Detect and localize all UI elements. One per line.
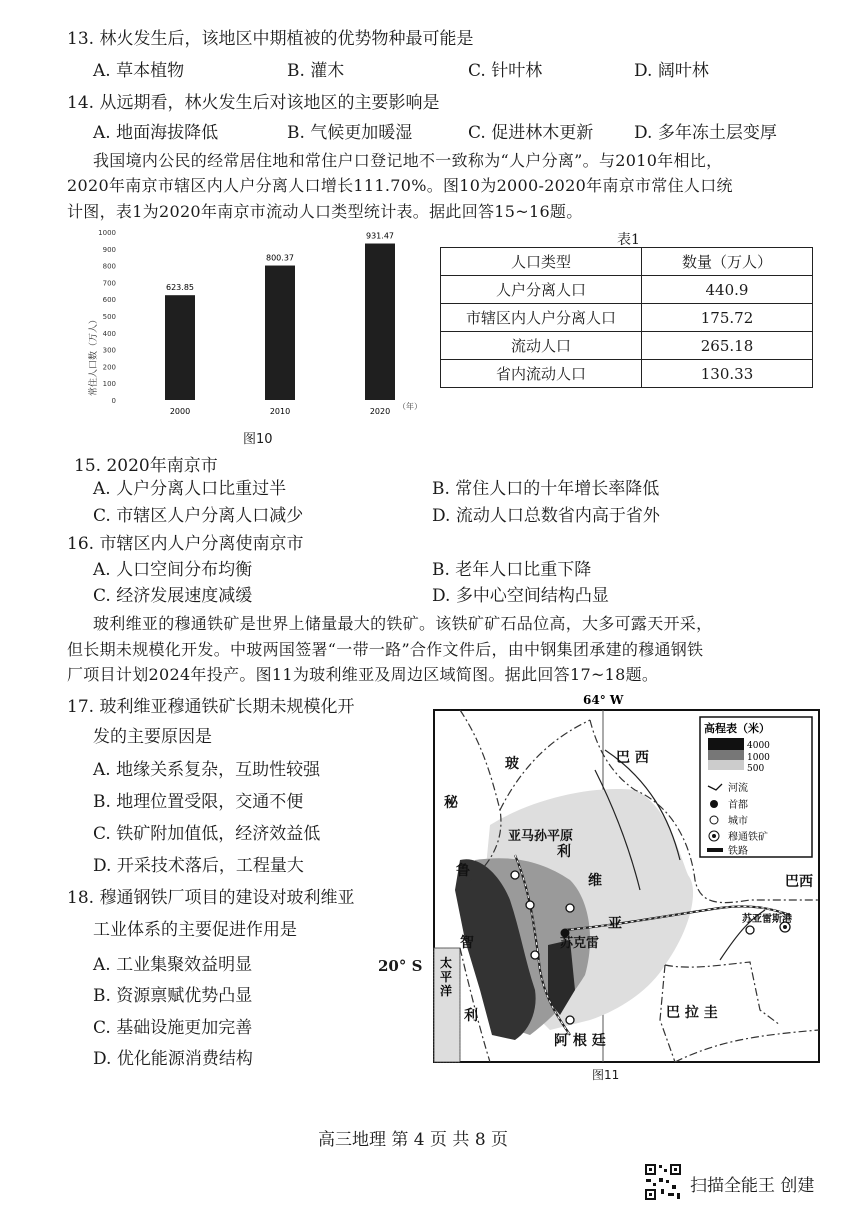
legend-elev-2: 1000 [747, 753, 770, 763]
q14-option-c: C. 促进林木更新 [468, 123, 594, 143]
table-cell: 流动人口 [441, 332, 642, 360]
legend-railway: 铁路 [728, 846, 748, 857]
table-header-cell: 数量（万人） [642, 248, 813, 276]
question-18-stem-line2: 工业体系的主要促进作用是 [93, 920, 297, 940]
label-bolivia-3: 维 [588, 873, 602, 889]
y-tick-label: 400 [102, 329, 116, 338]
question-17-stem-line1: 17. 玻利维亚穆通铁矿长期未规模化开 [67, 697, 355, 717]
table-row [441, 304, 813, 332]
table-row [441, 332, 813, 360]
q15-option-b: B. 常住人口的十年增长率降低 [432, 479, 660, 499]
bar-2010 [265, 266, 295, 400]
q16-option-d: D. 多中心空间结构凸显 [432, 586, 609, 606]
bar-value-label: 800.37 [266, 253, 294, 263]
y-tick-label: 700 [102, 279, 116, 288]
bar-value-label: 623.85 [166, 283, 194, 293]
bar-2000 [165, 295, 195, 400]
passage1-line3: 计图，表1为2020年南京市流动人口类型统计表。据此回答15~16题。 [67, 202, 583, 221]
q13-option-b: B. 灌木 [287, 61, 345, 81]
q15-option-a: A. 人户分离人口比重过半 [93, 479, 287, 499]
label-peru-2: 鲁 [456, 863, 470, 879]
table-cell: 265.18 [642, 332, 813, 360]
label-bolivia-4: 亚 [608, 916, 622, 932]
table-header-row [441, 248, 813, 276]
legend-title: 高程表（米） [704, 722, 770, 735]
map-legend [700, 717, 812, 857]
scanner-watermark: 扫描全能王 创建 [690, 1176, 815, 1196]
passage2-line1: 玻利维亚的穆通铁矿是世界上储量最大的铁矿。该铁矿矿石品位高，大多可露天开采， [93, 614, 713, 633]
table-cell: 省内流动人口 [441, 360, 642, 388]
qr-code-icon [644, 1163, 682, 1201]
table-1 [440, 247, 813, 388]
question-15-stem: 15. 2020年南京市 [74, 456, 218, 476]
q16-option-a: A. 人口空间分布均衡 [93, 560, 253, 580]
question-17-stem-line2: 发的主要原因是 [93, 727, 212, 747]
label-bolivia-2: 利 [557, 844, 571, 860]
legend-river: 河流 [728, 783, 748, 794]
y-tick-label: 800 [102, 262, 116, 271]
q18-option-c: C. 基础设施更加完善 [93, 1018, 253, 1038]
legend-elev-1: 4000 [747, 741, 770, 751]
table-cell: 市辖区内人户分离人口 [441, 304, 642, 332]
legend-city: 城市 [728, 816, 748, 827]
question-14-stem: 14. 从远期看，林火发生后对该地区的主要影响是 [67, 93, 440, 113]
question-13-stem: 13. 林火发生后，该地区中期植被的优势物种最可能是 [67, 29, 474, 49]
legend-elev-3: 500 [747, 764, 765, 774]
label-brazil-right: 巴西 [785, 874, 813, 890]
label-brazil-top: 巴 西 [616, 750, 649, 766]
city-marker [566, 904, 574, 912]
q16-option-b: B. 老年人口比重下降 [432, 560, 592, 580]
passage2-line3: 厂项目计划2024年投产。图11为玻利维亚及周边区域简图。据此回答17~18题。 [67, 665, 659, 684]
question-16-stem: 16. 市辖区内人户分离使南京市 [67, 534, 304, 554]
q15-option-d: D. 流动人口总数省内高于省外 [432, 506, 660, 526]
y-tick-label: 300 [102, 346, 116, 355]
question-18-stem-line1: 18. 穆通钢铁厂项目的建设对玻利维亚 [67, 888, 355, 908]
table-cell: 440.9 [642, 276, 813, 304]
q14-option-a: A. 地面海拔降低 [93, 123, 219, 143]
label-pacific-3: 洋 [440, 984, 453, 998]
x-tick-label: 2000 [169, 407, 191, 416]
bolivia-region-map [420, 690, 832, 1090]
passage1-line1: 我国境内公民的经常居住地和常住户口登记地不一致称为“人户分离”。与2010年相比， [93, 151, 723, 170]
y-tick-label: 0 [111, 397, 116, 405]
y-tick-label: 900 [102, 245, 116, 254]
q13-option-d: D. 阔叶林 [634, 61, 709, 81]
bar-2020 [365, 244, 395, 400]
q13-option-c: C. 针叶林 [468, 61, 543, 81]
y-tick-label: 200 [102, 363, 116, 372]
table-cell: 人户分离人口 [441, 276, 642, 304]
q18-option-a: A. 工业集聚效益明显 [93, 955, 253, 975]
population-bar-chart [88, 224, 428, 444]
label-amazon-plain: 亚马孙平原 [508, 829, 574, 844]
table-header-cell: 人口类型 [441, 248, 642, 276]
q14-option-d: D. 多年冻土层变厚 [634, 123, 777, 143]
q17-option-a: A. 地缘关系复杂，互助性较强 [93, 760, 321, 780]
city-marker [566, 1016, 574, 1024]
y-tick-label: 100 [102, 380, 116, 389]
label-pacific-2: 平 [440, 970, 453, 984]
q13-option-a: A. 草本植物 [93, 61, 185, 81]
label-chile-1: 智 [460, 935, 474, 951]
q18-option-b: B. 资源禀赋优势凸显 [93, 986, 253, 1006]
x-tick-label: 2010 [269, 407, 291, 416]
y-axis-label: 常住人口数（万人） [89, 314, 99, 396]
city-marker [746, 926, 754, 934]
y-tick-label: 1000 [98, 229, 116, 237]
q17-option-c: C. 铁矿附加值低，经济效益低 [93, 824, 321, 844]
figure-11-caption: 图11 [592, 1068, 620, 1082]
label-pacific-1: 太 [440, 956, 453, 970]
legend-capital: 首都 [728, 800, 748, 811]
label-paraguay: 巴 拉 圭 [666, 1005, 718, 1021]
longitude-label: 64° W [583, 693, 624, 707]
q14-option-b: B. 气候更加暖湿 [287, 123, 413, 143]
page-footer: 高三地理 第 4 页 共 8 页 [318, 1130, 509, 1150]
figure-10-caption: 图10 [243, 432, 273, 447]
legend-mine: 穆通铁矿 [728, 832, 768, 843]
table-row [441, 360, 813, 388]
passage1-line2: 2020年南京市辖区内人户分离人口增长111.70%。图10为2000-2020年南京市常住人口统 [67, 176, 733, 195]
label-puerto-suarez: 苏亚雷斯港 [742, 914, 792, 925]
label-bolivia-1: 玻 [505, 756, 519, 772]
table-row [441, 276, 813, 304]
q17-option-b: B. 地理位置受限，交通不便 [93, 792, 304, 812]
table-cell: 175.72 [642, 304, 813, 332]
city-marker [531, 951, 539, 959]
bar-value-label: 931.47 [366, 231, 394, 241]
q18-option-d: D. 优化能源消费结构 [93, 1049, 253, 1069]
table-1-caption: 表1 [617, 232, 640, 248]
latitude-label: 20° S [378, 957, 423, 975]
q17-option-d: D. 开采技术落后，工程量大 [93, 856, 304, 876]
city-marker [511, 871, 519, 879]
q16-option-c: C. 经济发展速度减缓 [93, 586, 253, 606]
x-tick-label: 2020 [369, 407, 391, 416]
label-peru-1: 秘 [444, 795, 458, 811]
y-tick-label: 600 [102, 296, 116, 305]
label-argentina: 阿 根 廷 [554, 1033, 606, 1049]
q15-option-c: C. 市辖区人户分离人口减少 [93, 506, 304, 526]
y-tick-label: 500 [102, 313, 116, 321]
x-axis-unit: （年） [398, 402, 422, 411]
passage2-line2: 但长期未规模化开发。中玻两国签署“一带一路”合作文件后，由中钢集团承建的穆通钢铁 [67, 640, 704, 659]
label-sucre: 苏克雷 [560, 936, 600, 951]
city-marker [526, 901, 534, 909]
label-chile-2: 利 [464, 1008, 478, 1024]
table-cell: 130.33 [642, 360, 813, 388]
